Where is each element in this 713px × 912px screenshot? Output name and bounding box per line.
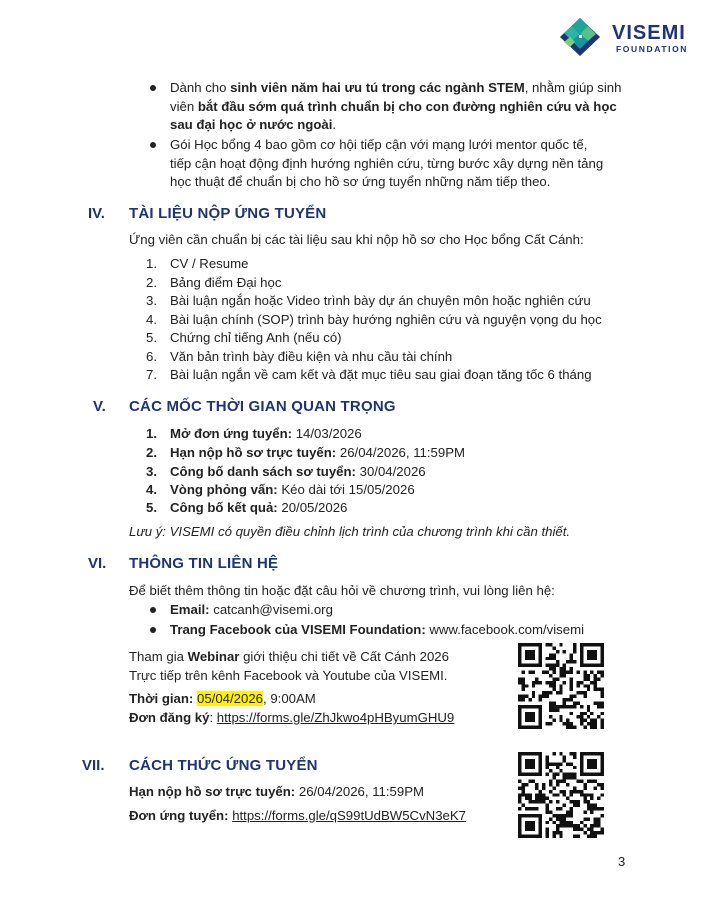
section-6-intro: Để biết thêm thông tin hoặc đặt câu hỏi về chương trình, vui lòng liên hệ: xyxy=(129,583,555,598)
timeline-value: Kéo dài tới 15/05/2026 xyxy=(277,482,415,497)
list-item: CV / Resume xyxy=(170,256,249,271)
list-number: 1. xyxy=(146,256,157,271)
timeline-item xyxy=(170,425,362,444)
timeline-key: Công bố kết quả: xyxy=(170,500,278,515)
section-5-title: CÁC MỐC THỜI GIAN QUAN TRỌNG xyxy=(129,398,396,415)
timeline-value: 30/04/2026 xyxy=(355,464,426,479)
section-7-number: VII. xyxy=(82,757,105,774)
contact-email-value[interactable]: catcanh@visemi.org xyxy=(209,602,333,617)
timeline-key: Công bố danh sách sơ tuyển: xyxy=(170,464,356,479)
contact-facebook-value[interactable]: www.facebook.com/visemi xyxy=(425,622,585,637)
text-line: tiếp cận hoạt động định hướng nghiên cứu, từng bước xây dựng nền tảng xyxy=(170,155,604,171)
intro-bullet-2 xyxy=(170,136,640,192)
section-4-title: TÀI LIỆU NỘP ỨNG TUYỂN xyxy=(129,205,327,222)
timeline-value: 14/03/2026 xyxy=(292,426,362,441)
intro-bullet-1 xyxy=(170,79,640,135)
list-item: Bảng điểm Đại học xyxy=(170,274,282,290)
section-6-number: VI. xyxy=(88,555,107,572)
contact-email-label: Email: xyxy=(170,602,210,617)
list-item: Bài luận chính (SOP) trình bày hướng nghiên cứu và nguyện vọng du học xyxy=(170,311,602,327)
section-4-number: IV. xyxy=(88,205,105,222)
contact-facebook-label: Trang Facebook của VISEMI Foundation: xyxy=(170,622,426,637)
timeline-key: Mở đơn ứng tuyển: xyxy=(170,426,293,441)
list-number: 3. xyxy=(146,293,157,308)
timeline-key: Vòng phỏng vấn: xyxy=(170,482,278,497)
text-run: . xyxy=(332,117,337,133)
timeline-item xyxy=(170,444,465,463)
logo-name: VISEMI xyxy=(612,22,686,44)
logo-subtitle: FOUNDATION xyxy=(616,44,689,54)
list-number: 4. xyxy=(146,311,157,327)
webinar-registration xyxy=(129,709,454,728)
bullet-dot xyxy=(150,627,156,633)
visemi-logo-mark-icon xyxy=(558,16,608,58)
timeline-item xyxy=(170,499,347,518)
webinar-date-highlight: 05/04/2026 xyxy=(197,691,264,706)
bullet-dot xyxy=(150,85,156,91)
visemi-logo xyxy=(558,14,690,58)
apply-qr-code[interactable] xyxy=(518,752,604,838)
text-run-bold: sinh viên năm hai ưu tú trong các ngành STEM xyxy=(230,80,525,95)
timeline-item xyxy=(170,481,415,500)
text-run-bold: Webinar xyxy=(187,649,240,664)
timeline-value: 20/05/2026 xyxy=(277,500,348,515)
text-run-bold: sau đại học ở nước ngoài xyxy=(170,117,333,133)
text-run-bold: bắt đầu sớm quá trình chuẩn bị cho con đường nghiên cứu và học xyxy=(197,98,617,114)
text-run: , nhằm giúp sinh xyxy=(524,80,622,95)
apply-deadline xyxy=(129,783,424,802)
list-number: 7. xyxy=(146,367,157,382)
contact-email xyxy=(170,601,333,620)
apply-form-label: Đơn ứng tuyển: xyxy=(129,808,229,823)
contact-facebook xyxy=(170,621,584,640)
webinar-time-value: , 9:00AM xyxy=(263,691,316,706)
text-run: Dành cho xyxy=(170,80,231,95)
section-6-title: THÔNG TIN LIÊN HỆ xyxy=(129,555,279,572)
webinar-time-label: Thời gian: xyxy=(129,691,194,706)
section-5-number: V. xyxy=(93,398,106,415)
webinar-info xyxy=(129,648,509,685)
list-number: 2. xyxy=(146,445,157,460)
text-line: Gói Học bổng 4 bao gồm cơ hội tiếp cận với mạng lưới mentor quốc tế, xyxy=(170,137,588,152)
list-number: 4. xyxy=(146,482,157,497)
webinar-qr-code[interactable] xyxy=(518,643,604,729)
list-item: Bài luận ngắn về cam kết và đặt mục tiêu sau giai đoạn tăng tốc 6 tháng xyxy=(170,367,592,382)
list-number: 5. xyxy=(146,500,157,515)
text-line: Trực tiếp trên kênh Facebook và Youtube của VISEMI. xyxy=(129,667,448,683)
list-item: Bài luận ngắn hoặc Video trình bày dự án chuyên môn hoặc nghiên cứu xyxy=(170,293,591,308)
apply-deadline-value: 26/04/2026, 11:59PM xyxy=(295,784,424,799)
bullet-dot xyxy=(150,142,156,148)
text-run: Tham gia xyxy=(129,649,188,664)
section-5-note: Lưu ý: VISEMI có quyền điều chỉnh lịch trình của chương trình khi cần thiết. xyxy=(129,524,571,539)
list-number: 5. xyxy=(146,330,157,345)
bullet-dot xyxy=(150,607,156,613)
timeline-item xyxy=(170,463,426,482)
webinar-time xyxy=(129,690,316,709)
text-run: viên xyxy=(170,98,198,114)
list-number: 1. xyxy=(146,426,157,441)
registration-link[interactable]: https://forms.gle/ZhJkwo4pHByumGHU9 xyxy=(216,710,455,725)
text-line: học thuật để chuẩn bị cho hồ sơ ứng tuyển những năm tiếp theo. xyxy=(170,174,551,190)
list-number: 2. xyxy=(146,274,157,290)
section-4-intro: Ứng viên cần chuẩn bị các tài liệu sau khi nộp hồ sơ cho Học bổng Cất Cánh: xyxy=(129,232,584,247)
list-item: Chứng chỉ tiếng Anh (nếu có) xyxy=(170,330,342,345)
registration-label: Đơn đăng ký xyxy=(129,710,210,725)
list-number: 6. xyxy=(146,348,157,364)
apply-form xyxy=(129,807,466,826)
list-number: 3. xyxy=(146,464,157,479)
section-7-title: CÁCH THỨC ỨNG TUYỂN xyxy=(129,757,318,774)
timeline-key: Hạn nộp hồ sơ trực tuyến: xyxy=(170,445,337,460)
apply-form-link[interactable]: https://forms.gle/qS99tUdBW5CvN3eK7 xyxy=(232,808,467,823)
timeline-value: 26/04/2026, 11:59PM xyxy=(336,445,465,460)
text-run: giới thiệu chi tiết về Cất Cánh 2026 xyxy=(239,649,449,664)
apply-deadline-label: Hạn nộp hồ sơ trực tuyến: xyxy=(129,784,296,799)
page-number: 3 xyxy=(618,854,626,869)
list-item: Văn bản trình bày điều kiện và nhu cầu tài chính xyxy=(170,348,453,364)
text-run: : xyxy=(209,710,217,725)
